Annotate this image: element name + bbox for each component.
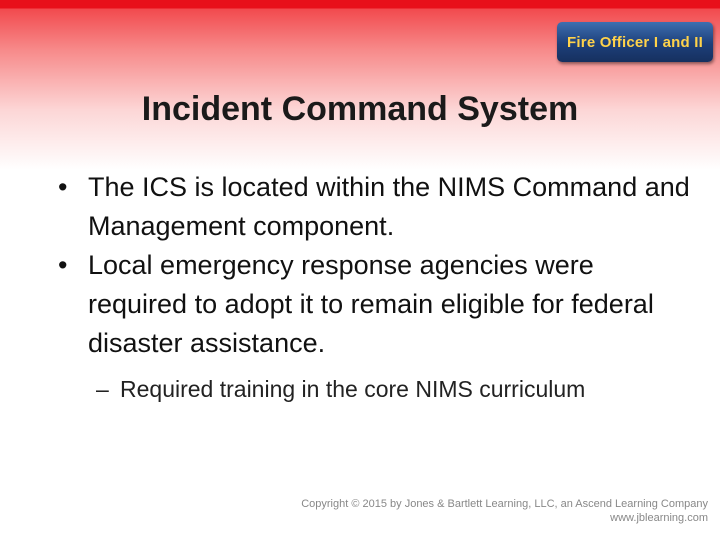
bullet-dot: • bbox=[58, 250, 68, 280]
bullet-item bbox=[58, 246, 698, 363]
course-badge bbox=[557, 22, 713, 62]
sub-bullet-item bbox=[96, 372, 596, 406]
sub-bullet-text: Required training in the core NIMS curriculum bbox=[120, 376, 586, 402]
sub-bullet-list bbox=[96, 372, 596, 406]
publisher-website: www.jblearning.com bbox=[610, 512, 708, 524]
bullet-list bbox=[58, 168, 698, 363]
bullet-item bbox=[58, 168, 698, 246]
course-badge-label: Fire Officer I and II bbox=[567, 33, 703, 51]
sub-bullet-dash: – bbox=[96, 376, 109, 402]
bullet-dot: • bbox=[58, 172, 68, 202]
copyright-text: Copyright © 2015 by Jones & Bartlett Learning, LLC, an Ascend Learning Company bbox=[301, 498, 708, 510]
copyright-notice bbox=[301, 497, 708, 525]
bullet-text: Local emergency response agencies were required to adopt it to remain eligible for federal disaster assistance. bbox=[88, 250, 654, 358]
bullet-text: The ICS is located within the NIMS Command and Management component. bbox=[88, 172, 690, 241]
slide-title: Incident Command System bbox=[141, 90, 579, 128]
